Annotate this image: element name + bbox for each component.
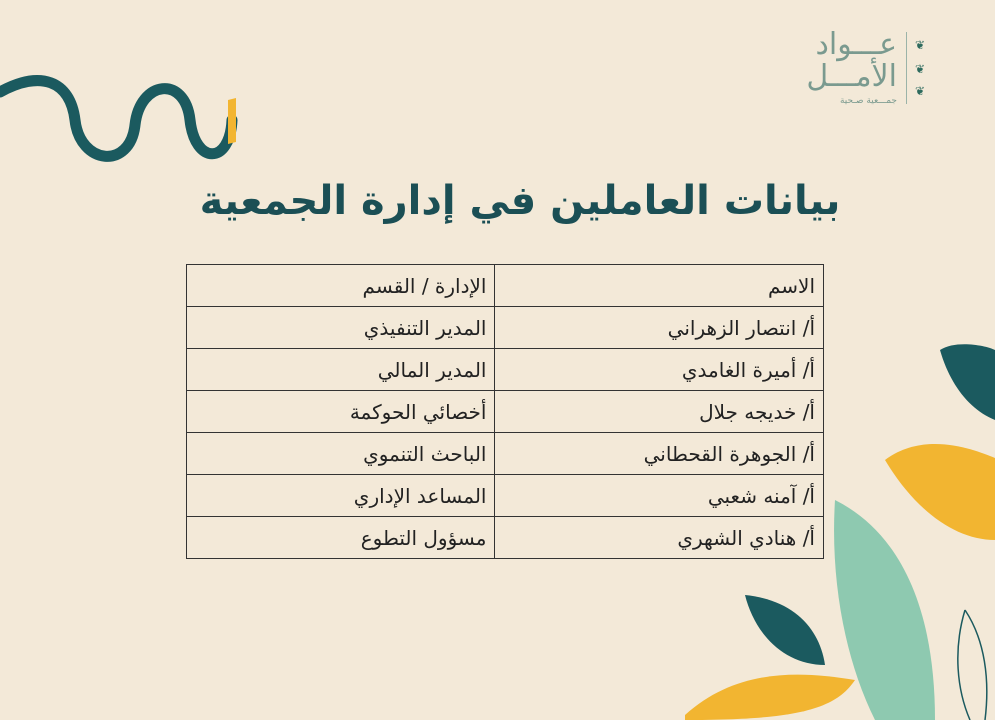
table-row: [187, 349, 824, 391]
staff-department: المساعد الإداري: [187, 475, 495, 517]
leaf-icon: ❦: [914, 84, 925, 98]
table-header-row: [187, 265, 824, 307]
staff-department: المدير التنفيذي: [187, 307, 495, 349]
logo: [789, 28, 929, 108]
leaf-outline: [965, 610, 987, 720]
logo-text-line2: الأمـــل: [806, 59, 897, 94]
column-header-name: الاسم: [495, 265, 824, 307]
staff-department: أخصائي الحوكمة: [187, 391, 495, 433]
staff-name: أ/ انتصار الزهراني: [495, 307, 824, 349]
leaf-icon: ❦: [914, 62, 925, 76]
leaf-yellow-bottom: [685, 675, 855, 720]
leaf-teal-bottom: [745, 595, 825, 665]
page-title: بيانات العاملين في إدارة الجمعية: [199, 178, 841, 224]
staff-name: أ/ الجوهرة القحطاني: [495, 433, 824, 475]
table-row: [187, 391, 824, 433]
table-row: [187, 517, 824, 559]
staff-name: أ/ آمنه شعبي: [495, 475, 824, 517]
staff-name: أ/ خديجه جلال: [495, 391, 824, 433]
table-row: [187, 475, 824, 517]
leaf-icon: ❦: [914, 38, 925, 52]
leaf-yellow-right: [885, 444, 995, 540]
table-row: [187, 433, 824, 475]
staff-department: مسؤول التطوع: [187, 517, 495, 559]
staff-department: الباحث التنموي: [187, 433, 495, 475]
leaf-teal-top: [940, 344, 995, 420]
logo-text-line1: عـــواد: [815, 27, 897, 62]
table-row: [187, 307, 824, 349]
staff-name: أ/ هنادي الشهري: [495, 517, 824, 559]
wave-decoration: [0, 70, 260, 180]
column-header-department: الإدارة / القسم: [187, 265, 495, 307]
staff-table: [186, 264, 824, 559]
logo-subtitle: جمـــعية صـحية: [839, 96, 897, 106]
staff-department: المدير المالي: [187, 349, 495, 391]
staff-name: أ/ أميرة الغامدي: [495, 349, 824, 391]
logo-bar: [906, 32, 929, 104]
